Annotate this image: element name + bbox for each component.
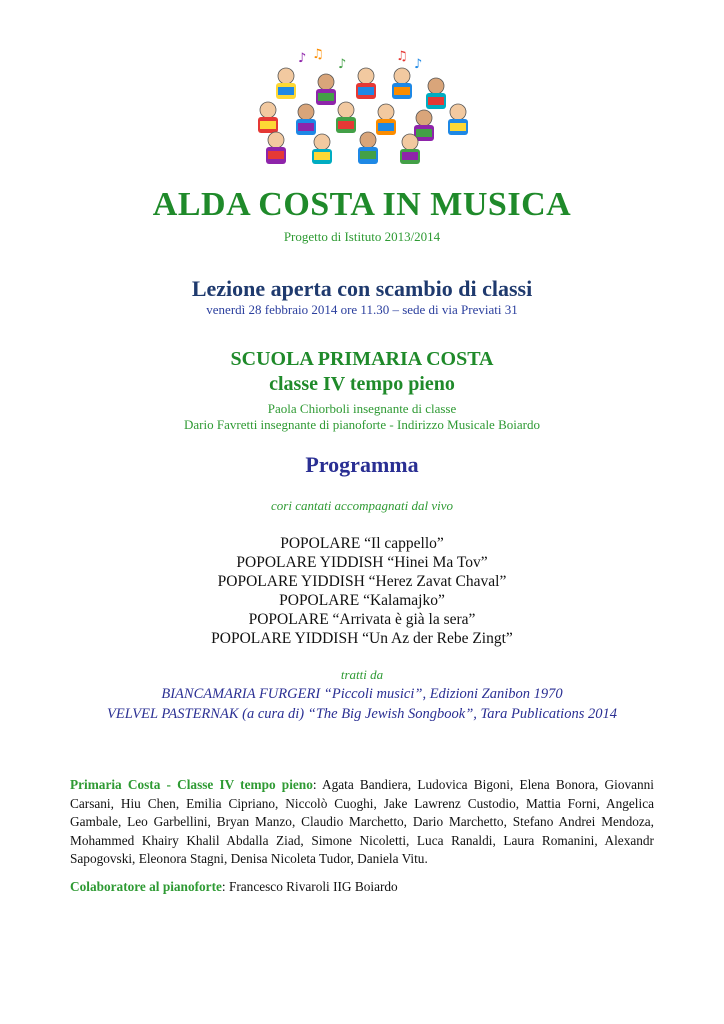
choir-illustration-icon [246,46,474,166]
lesson-title: Lezione aperta con scambio di classi [191,276,533,301]
song-item: POPOLARE YIDDISH “Hinei Ma Tov” [236,554,488,571]
svg-text:♪: ♪ [298,51,307,66]
sources-label: tratti da [340,667,384,682]
song-item: POPOLARE “Kalamajko” [279,592,445,609]
piano-name: : Francesco Rivaroli IIG Boiardo [221,879,398,894]
song-item: POPOLARE “Il cappello” [280,535,444,552]
students-names: : Agata Bandiera, Ludovica Bigoni, Elena Bonora, Giovanni Carsani, Hiu Chen, Emilia Cipriano, Niccolò Cuoghi, Jake Lawrenz Custodio, Mattia Forni, Angelica Gambale, Leo Garbellini, Bryan Manzo, Claudio Marchetto, Dario Marchetto, Stefano Andrei Mendoza, Mohammed Khairy Khalil Abdalla Ziad, Simone Nicoletti, Luca Ranaldi, Laura Romanini, Alexandr Sapogovski, Eleonora Stagni, Denisa Nicoleta Tudor, Daniela Vitu. [70,777,655,866]
piano-label: Colaboratore al pianoforte [70,879,222,894]
svg-text:♪: ♪ [414,57,423,72]
lesson-date-location: venerdì 28 febbraio 2014 ore 11.30 – sede di via Previati 31 [206,302,518,317]
song-item: POPOLARE YIDDISH “Un Az der Rebe Zingt” [211,630,513,647]
class-name: classe IV tempo pieno [269,373,455,395]
song-list [0,534,724,648]
students-paragraph [70,776,654,869]
svg-text:♫: ♫ [312,47,324,62]
source-line-2: VELVEL PASTERNAK (a cura di) “The Big Jewish Songbook”, Tara Publications 2014 [107,706,617,722]
project-subtitle: Progetto di Istituto 2013/2014 [283,229,441,244]
svg-text:♫: ♫ [396,49,408,64]
school-name: SCUOLA PRIMARIA COSTA [230,348,494,370]
song-item: POPOLARE “Arrivata è già la sera” [248,611,476,628]
song-item: POPOLARE YIDDISH “Herez Zavat Chaval” [217,573,507,590]
piano-collaborator [70,879,398,895]
students-label: Primaria Costa - Classe IV tempo pieno [70,777,313,792]
back-row-singers [276,68,446,109]
program-heading: Programma [305,452,419,477]
page-title: ALDA COSTA IN MUSICA [152,186,572,223]
class-teacher: Paola Chiorboli insegnante di classe [267,401,457,416]
source-line-1: BIANCAMARIA FURGERI “Piccoli musici”, Edizioni Zanibon 1970 [161,686,563,702]
front-row-singers [266,132,420,164]
piano-teacher: Dario Favretti insegnante di pianoforte - Indirizzo Musicale Boiardo [184,417,540,432]
program-note: cori cantati accompagnati dal vivo [271,498,453,513]
svg-text:♪: ♪ [338,57,347,72]
